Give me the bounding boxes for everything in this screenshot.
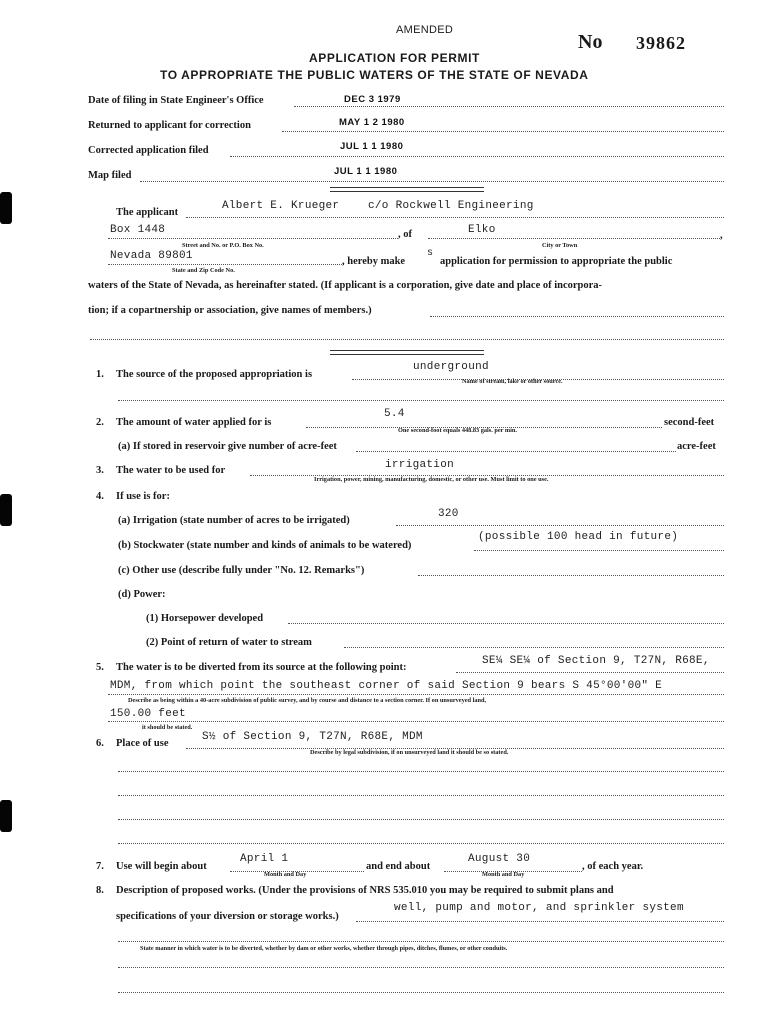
diversion-point-line-2	[108, 694, 724, 695]
binder-hole	[0, 494, 12, 526]
diversion-point-value-1: SE¼ SE¼ of Section 9, T27N, R68E,	[482, 655, 710, 667]
item-1-label: The source of the proposed appropriation is	[116, 369, 313, 380]
applicant-line	[186, 217, 724, 218]
state-zip-value: Nevada 89801	[110, 250, 193, 262]
horsepower-line	[288, 623, 724, 624]
begin-date-caption: Month and Day	[264, 871, 307, 878]
item-8-number: 8.	[96, 885, 104, 896]
amended-stamp: AMENDED	[396, 24, 454, 36]
stockwater-line	[474, 550, 724, 551]
end-date-value: August 30	[468, 853, 531, 865]
irrigation-acres-label: (a) Irrigation (state number of acres to be irrigated)	[118, 515, 350, 526]
divider	[330, 354, 484, 355]
corrected-stamp: JUL 1 1 1980	[340, 141, 404, 152]
blank-line	[118, 771, 724, 772]
acre-feet-line	[356, 451, 676, 452]
other-use-line	[418, 575, 724, 576]
divider	[330, 187, 484, 188]
other-use-label: (c) Other use (describe fully under "No. 12. Remarks")	[118, 565, 365, 576]
diversion-caption-1: Describe as being within a 40-acre subdivision of public survey, and by course and distance to a section corner. If on unsurveyed land,	[128, 697, 487, 704]
acre-feet-unit: acre-feet	[677, 441, 716, 452]
corrected-line	[230, 156, 724, 157]
applicant-text-2: waters of the State of Nevada, as hereinafter stated. (If applicant is a corporation, give date and place of incorpora-	[88, 280, 603, 291]
each-year-label: , of each year.	[582, 861, 644, 872]
permission-text: application for permission to appropriate the public	[440, 256, 673, 267]
amount-value: 5.4	[384, 408, 405, 420]
amount-caption: One second-foot equals 448.83 gals. per min.	[398, 427, 518, 434]
applicant-label: The applicant	[116, 207, 179, 218]
end-date-caption: Month and Day	[482, 871, 525, 878]
end-about-label: and end about	[366, 861, 431, 872]
state-zip-line	[108, 264, 344, 265]
stockwater-label: (b) Stockwater (state number and kinds of animals to be watered)	[118, 540, 412, 551]
city-caption: City or Town	[542, 242, 578, 249]
item-5-number: 5.	[96, 662, 104, 673]
place-of-use-value: S½ of Section 9, T27N, R68E, MDM	[202, 731, 423, 743]
returned-label: Returned to applicant for correction	[88, 120, 251, 131]
works-line-2	[118, 941, 724, 942]
works-caption: State manner in which water is to be diverted, whether by dam or other works, whether through pipes, ditches, flumes, or other conduits.	[140, 945, 508, 952]
form-subtitle: TO APPROPRIATE THE PUBLIC WATERS OF THE STATE OF NEVADA	[160, 68, 589, 82]
item-2-number: 2.	[96, 417, 104, 428]
irrigation-acres-value: 320	[438, 508, 459, 520]
street-caption: Street and No. or P.O. Box No.	[182, 242, 264, 249]
street-value: Box 1448	[110, 224, 166, 236]
item-3-number: 3.	[96, 465, 104, 476]
divider	[330, 350, 484, 351]
form-title: APPLICATION FOR PERMIT	[309, 51, 480, 65]
date-filing-label: Date of filing in State Engineer's Office	[88, 95, 264, 106]
city-value: Elko	[468, 224, 496, 236]
diversion-point-line-3	[108, 721, 724, 722]
item-4-number: 4.	[96, 491, 104, 502]
members-line	[430, 316, 724, 317]
make-s: s	[427, 248, 434, 259]
applicant-company: c/o Rockwell Engineering	[368, 200, 534, 212]
diversion-point-value-2: MDM, from which point the southeast corner of said Section 9 bears S 45°00'00" E	[110, 680, 663, 692]
return-point-line	[344, 647, 724, 648]
stockwater-value: (possible 100 head in future)	[478, 531, 679, 543]
application-number: 39862	[636, 33, 686, 53]
item-7-number: 7.	[96, 861, 104, 872]
date-filing-line	[294, 106, 724, 107]
corrected-label: Corrected application filed	[88, 145, 209, 156]
begin-date-value: April 1	[240, 853, 289, 865]
date-filing-stamp: DEC 3 1979	[344, 94, 401, 105]
diversion-point-value-3: 150.00 feet	[110, 708, 186, 720]
item-2a-label: (a) If stored in reservoir give number of acre-feet	[118, 441, 337, 452]
divider	[330, 191, 484, 192]
city-comma: ,	[720, 230, 723, 241]
map-filed-stamp: JUL 1 1 1980	[334, 166, 398, 177]
item-6-label: Place of use	[116, 738, 169, 749]
power-label: (d) Power:	[118, 589, 166, 600]
return-point-label: (2) Point of return of water to stream	[146, 637, 312, 648]
works-line-4	[118, 992, 724, 993]
item-7-label: Use will begin about	[116, 861, 207, 872]
binder-hole	[0, 800, 12, 832]
item-1-number: 1.	[96, 369, 104, 380]
item-8-label: Description of proposed works. (Under the provisions of NRS 535.010 you may be required to submit plans and	[116, 885, 614, 896]
horsepower-label: (1) Horsepower developed	[146, 613, 264, 624]
blank-line	[118, 795, 724, 796]
diversion-caption-2: it should be stated.	[142, 724, 193, 731]
hereby-label: , hereby make	[342, 256, 406, 267]
place-of-use-caption: Describe by legal subdivision, if on unsurveyed land it should be so stated.	[310, 749, 509, 756]
item-8-label-2: specifications of your diversion or storage works.)	[116, 911, 339, 922]
city-line	[428, 238, 720, 239]
amount-unit: second-feet	[664, 417, 715, 428]
blank-line	[118, 819, 724, 820]
item-5-label: The water is to be diverted from its source at the following point:	[116, 662, 407, 673]
item-3-label: The water to be used for	[116, 465, 226, 476]
item-4-label: If use is for:	[116, 491, 170, 502]
use-caption: Irrigation, power, mining, manufacturing, domestic, or other use. Must limit to one use.	[314, 476, 549, 483]
item-2-label: The amount of water applied for is	[116, 417, 272, 428]
map-filed-label: Map filed	[88, 170, 132, 181]
state-zip-caption: State and Zip Code No.	[172, 267, 235, 274]
diversion-point-line	[456, 672, 724, 673]
blank-line	[118, 843, 724, 844]
works-value: well, pump and motor, and sprinkler system	[394, 902, 684, 914]
works-line-3	[118, 967, 724, 968]
street-line	[108, 238, 398, 239]
binder-hole	[0, 192, 12, 224]
applicant-name: Albert E. Krueger	[222, 200, 340, 212]
returned-stamp: MAY 1 2 1980	[339, 117, 405, 128]
works-line	[356, 921, 724, 922]
source-value: underground	[413, 361, 489, 373]
irrigation-acres-line	[396, 525, 724, 526]
source-line-2	[118, 400, 724, 401]
number-sign: No	[578, 31, 603, 53]
use-value: irrigation	[385, 459, 455, 471]
item-6-number: 6.	[96, 738, 104, 749]
applicant-text-3: tion; if a copartnership or association, give names of members.)	[88, 305, 372, 316]
of-label: , of	[398, 229, 412, 240]
returned-line	[282, 131, 724, 132]
source-caption: Name of stream, lake or other source.	[462, 378, 563, 385]
map-filed-line	[140, 181, 724, 182]
members-line-2	[90, 339, 724, 340]
